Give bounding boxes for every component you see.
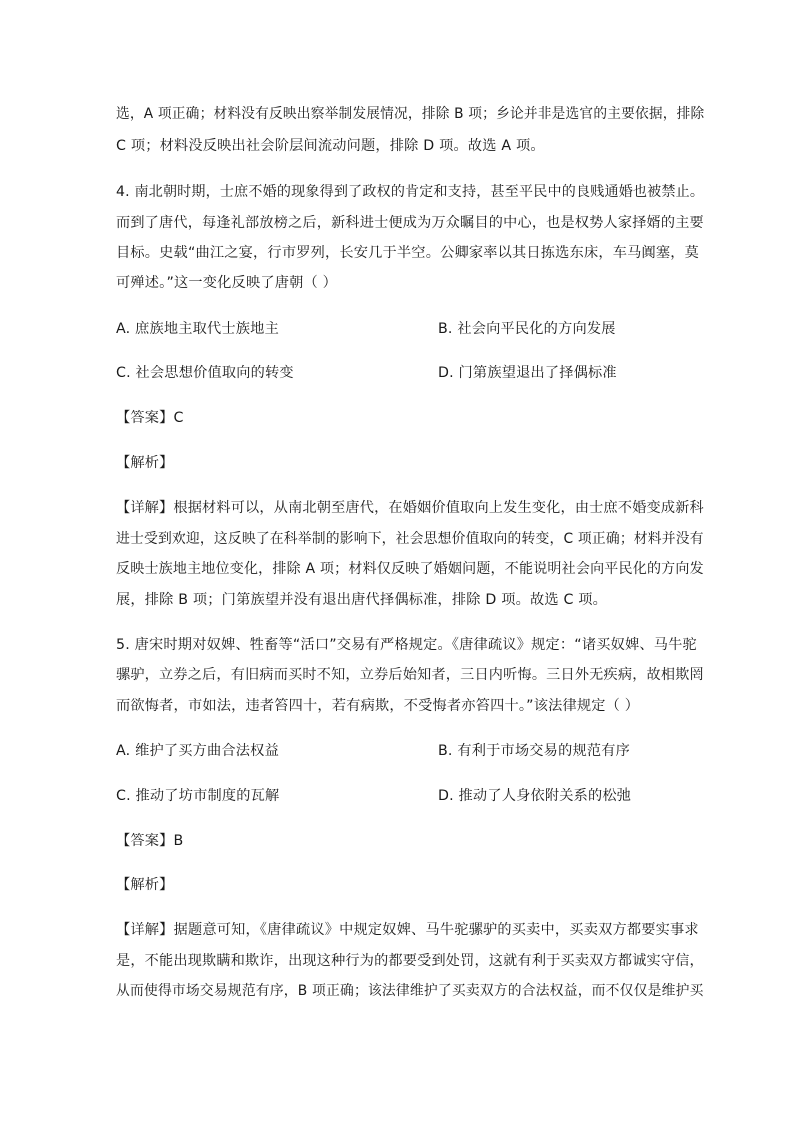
- q4-stem-line-3: 目标。史载“曲江之宴，行市罗列，长安几于半空。公卿家率以其日拣选东床，车马阗塞，莫: [116, 245, 700, 261]
- q5-option-b: B. 有利于市场交易的规范有序: [438, 743, 631, 759]
- q4-stem-line-2: 而到了唐代，每逢礼部放榜之后，新科进士便成为万众瞩目的中心，也是权势人家择婿的主要: [116, 215, 704, 231]
- q5-analysis-label: 【解析】: [116, 877, 174, 893]
- q4-detail-line-1: 【详解】根据材料可以，从南北朝至唐代，在婚姻价值取向上发生变化，由士庶不婚变成新科: [116, 500, 704, 516]
- q5-option-a: A. 维护了买方曲合法权益: [116, 743, 279, 759]
- q5-option-d: D. 推动了人身依附关系的松弛: [438, 788, 632, 804]
- q4-stem-line-4: 可殚述。”这一变化反映了唐朝（ ）: [116, 275, 337, 291]
- q5-stem-line-1: 5. 唐宋时期对奴婢、牲畜等“活口”交易有严格规定。《唐律疏议》规定：“诸买奴婢、马牛驼: [116, 637, 697, 653]
- q5-answer: 【答案】B: [116, 833, 184, 849]
- q4-detail-line-3: 反映士族地主地位变化，排除 A 项；材料仅反映了婚姻问题，不能说明社会向平民化的方向发: [116, 561, 704, 577]
- q4-option-b: B. 社会向平民化的方向发展: [438, 321, 616, 337]
- q4-analysis-label: 【解析】: [116, 455, 174, 471]
- q5-detail-line-3: 从而使得市场交易规范有序，B 项正确；该法律维护了买卖双方的合法权益，而不仅仅是维护买: [116, 983, 704, 999]
- q5-option-c: C. 推动了坊市制度的瓦解: [116, 788, 280, 804]
- q5-detail-line-1: 【详解】据题意可知，《唐律疏议》中规定奴婢、马牛驼骡驴的买卖中，买卖双方都要实事求: [116, 922, 699, 938]
- q4-option-a: A. 庶族地主取代士族地主: [116, 321, 279, 337]
- intro-line-2: C 项；材料没反映出社会阶层间流动问题，排除 D 项。故选 A 项。: [116, 138, 545, 154]
- intro-line-1: 选，A 项正确；材料没有反映出察举制发展情况，排除 B 项；乡论并非是选官的主要依据，排除: [116, 106, 705, 122]
- q4-detail-line-4: 展，排除 B 项；门第族望并没有退出唐代择偶标准，排除 D 项。故选 C 项。: [116, 592, 608, 608]
- q5-stem-line-2: 骡驴，立券之后，有旧病而买时不知，立券后始知者，三日内听悔。三日外无疾病，故相欺罔: [116, 667, 704, 683]
- q4-stem-line-1: 4. 南北朝时期，士庶不婚的现象得到了政权的肯定和支持，甚至平民中的良贱通婚也被禁止。: [116, 184, 705, 200]
- q4-answer: 【答案】C: [116, 410, 184, 426]
- q5-detail-line-2: 是，不能出现欺瞒和欺诈，出现这种行为的都要受到处罚，这就有利于买卖双方都诚实守信，: [116, 953, 704, 969]
- q4-option-d: D. 门第族望退出了择偶标准: [438, 365, 617, 381]
- q4-option-c: C. 社会思想价值取向的转变: [116, 365, 294, 381]
- q4-detail-line-2: 进士受到欢迎，这反映了在科举制的影响下，社会思想价值取向的转变，C 项正确；材料并没有: [116, 531, 704, 547]
- q5-stem-line-3: 而欲悔者，市如法，违者笞四十，若有病欺，不受悔者亦笞四十。”该法律规定（ ）: [116, 698, 640, 714]
